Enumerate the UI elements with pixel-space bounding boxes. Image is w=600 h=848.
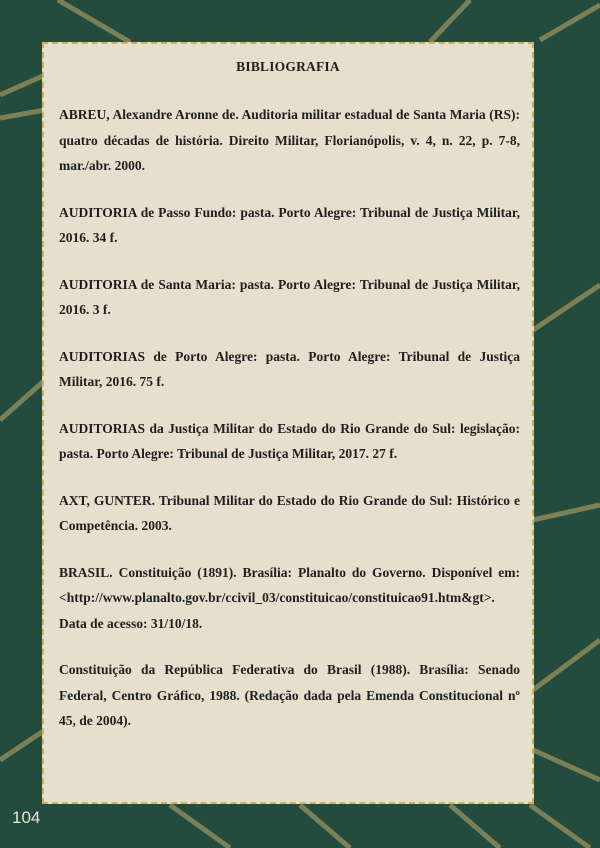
page-title: BIBLIOGRAFIA bbox=[236, 59, 340, 74]
bibliography-entry: AXT, GUNTER. Tribunal Militar do Estado do Rio Grande do Sul: Histórico e Competência. 2003. bbox=[59, 492, 520, 533]
bibliography-panel bbox=[42, 42, 534, 804]
bibliography-entry: Constituição da República Federativa do Brasil (1988). Brasília: Senado Federal, Centro Gráfico, 1988. (Redação dada pela Emenda Constitucional nº 45, de 2004). bbox=[59, 662, 520, 728]
bibliography-list bbox=[59, 102, 520, 755]
bibliography-entry: AUDITORIA de Santa Maria: pasta. Porto Alegre: Tribunal de Justiça Militar, 2016. 3 f. bbox=[59, 276, 520, 317]
bibliography-entry: AUDITORIAS de Porto Alegre: pasta. Porto Alegre: Tribunal de Justiça Militar, 2016. 75 f. bbox=[59, 348, 520, 389]
bibliography-entry: AUDITORIA de Passo Fundo: pasta. Porto Alegre: Tribunal de Justiça Militar, 2016. 34 f. bbox=[59, 204, 520, 245]
bibliography-entry: BRASIL. Constituição (1891). Brasília: Planalto do Governo. Disponível em: <http://www.planalto.gov.br/ccivil_03/constituicao/constituicao91.htm&gt>. Data de acesso: 31/10/18. bbox=[59, 564, 520, 631]
bibliography-entry: ABREU, Alexandre Aronne de. Auditoria militar estadual de Santa Maria (RS): quatro décadas de história. Direito Militar, Florianópolis, v. 4, n. 22, p. 7-8, mar./abr. 2000. bbox=[59, 107, 520, 173]
bibliography-entry: AUDITORIAS da Justiça Militar do Estado do Rio Grande do Sul: legislação: pasta. Porto Alegre: Tribunal de Justiça Militar, 2017. 27 f. bbox=[59, 420, 520, 461]
page-number: 104 bbox=[12, 808, 41, 827]
